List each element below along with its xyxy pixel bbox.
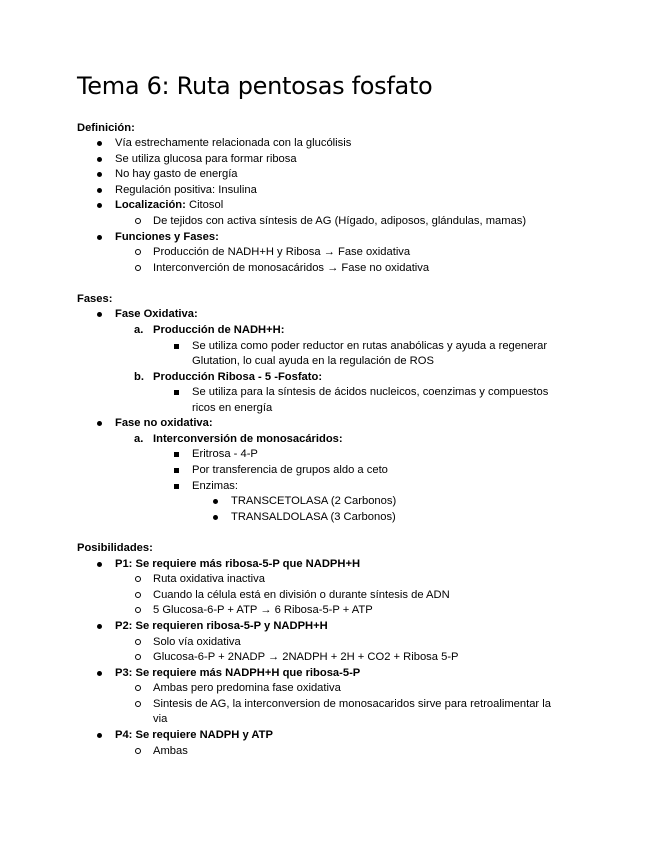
sub-list-item: De tejidos con activa síntesis de AG (Hígado, adiposos, glándulas, mamas)	[153, 215, 527, 227]
sub-list-item: Glucosa-6-P + 2NADP → 2NADPH + 2H + CO2 + Ribosa 5-P	[153, 651, 459, 663]
section-heading-fases: Fases:	[77, 293, 113, 305]
sub-list-item: 5 Glucosa-6-P + ATP → 6 Ribosa-5-P + ATP	[153, 604, 373, 616]
list-item: Vía estrechamente relacionada con la glucólisis	[115, 137, 352, 149]
bullet-marker	[97, 312, 102, 317]
text-line: ricos en energía	[192, 402, 273, 414]
sub-bullet-marker	[135, 607, 141, 613]
sub-list-item: Sintesis de AG, la interconversion de monosacaridos sirve para retroalimentar la	[153, 698, 551, 710]
sub-list-item: Ambas pero predomina fase oxidativa	[153, 682, 341, 694]
list-item: Regulación positiva: Insulina	[115, 184, 257, 196]
sub-bullet-marker	[135, 249, 141, 255]
page-title: Tema 6: Ruta pentosas fosfato	[77, 72, 433, 100]
sub-bullet-marker	[135, 654, 141, 660]
sub-list-item: Ambas	[153, 745, 188, 757]
bullet-marker	[97, 157, 102, 162]
list-item: No hay gasto de energía	[115, 168, 238, 180]
sub-list-item: Interconverción de monosacáridos → Fase no oxidativa	[153, 262, 430, 274]
sub-bullet-marker	[135, 685, 141, 691]
sub-list-item-continued: via	[153, 713, 168, 725]
enzyme-item: TRANSCETOLASA (2 Carbonos)	[231, 495, 397, 507]
sub-bullet-marker	[135, 639, 141, 645]
list-item-fase-no-oxidativa: Fase no oxidativa:	[115, 417, 213, 429]
bullet-marker	[97, 203, 102, 208]
sub-list-item: Solo vía oxidativa	[153, 636, 241, 648]
square-bullet-marker	[174, 468, 179, 473]
bullet-marker	[97, 421, 102, 426]
sub-bullet-marker	[135, 592, 141, 598]
sub-list-item: Ruta oxidativa inactiva	[153, 573, 265, 585]
sub-list-item: Interconversión de monosacáridos:	[153, 433, 343, 445]
bullet-marker	[97, 172, 102, 177]
bullet-marker	[97, 624, 102, 629]
text-line: Glutation, lo cual ayuda en la regulación de ROS	[192, 355, 434, 367]
bullet-marker	[97, 141, 102, 146]
list-item-p1: P1: Se requiere más ribosa-5-P que NADPH+H	[115, 558, 361, 570]
sub-bullet-marker	[135, 265, 141, 271]
bullet-marker	[97, 188, 102, 193]
localizacion-value: Citosol	[185, 199, 224, 211]
list-item-fase-oxidativa: Fase Oxidativa:	[115, 308, 198, 320]
list-item-funciones: Funciones y Fases:	[115, 231, 219, 243]
bullet-marker	[97, 235, 102, 240]
ordered-marker: a.	[134, 324, 144, 336]
bullet-marker	[213, 499, 218, 504]
square-bullet-marker	[174, 390, 179, 395]
bullet-marker	[97, 562, 102, 567]
bullet-marker	[97, 671, 102, 676]
enzyme-item: TRANSALDOLASA (3 Carbonos)	[231, 511, 396, 523]
section-heading-definicion: Definición:	[77, 122, 135, 134]
ordered-marker: a.	[134, 433, 144, 445]
text-line: Eritrosa - 4-P	[192, 448, 258, 460]
localizacion-label: Localización:	[115, 199, 186, 211]
square-bullet-marker	[174, 484, 179, 489]
section-heading-posibilidades: Posibilidades:	[77, 542, 153, 554]
list-item: Se utiliza glucosa para formar ribosa	[115, 153, 297, 165]
square-bullet-marker	[174, 452, 179, 457]
text-line: Se utiliza como poder reductor en rutas anabólicas y ayuda a regenerar	[192, 340, 548, 352]
sub-list-item: Producción de NADH+H y Ribosa → Fase oxidativa	[153, 246, 411, 258]
list-item-p3: P3: Se requiere más NADPH+H que ribosa-5-P	[115, 667, 361, 679]
bullet-marker	[213, 515, 218, 520]
sub-bullet-marker	[135, 701, 141, 707]
list-item-p2: P2: Se requieren ribosa-5-P y NADPH+H	[115, 620, 328, 632]
sub-bullet-marker	[135, 218, 141, 224]
bullet-marker	[97, 733, 102, 738]
sub-list-item: Producción Ribosa - 5 -Fosfato:	[153, 371, 323, 383]
ordered-marker: b.	[134, 371, 144, 383]
sub-list-item: Producción de NADH+H:	[153, 324, 285, 336]
list-item-p4: P4: Se requiere NADPH y ATP	[115, 729, 273, 741]
sub-bullet-marker	[135, 748, 141, 754]
sub-list-item: Cuando la célula está en división o durante síntesis de ADN	[153, 589, 450, 601]
text-line: Enzimas:	[192, 480, 239, 492]
square-bullet-marker	[174, 344, 179, 349]
text-line: Por transferencia de grupos aldo a ceto	[192, 464, 388, 476]
sub-bullet-marker	[135, 576, 141, 582]
list-item-localizacion	[115, 198, 223, 212]
text-line: Se utiliza para la síntesis de ácidos nucleicos, coenzimas y compuestos	[192, 386, 549, 398]
